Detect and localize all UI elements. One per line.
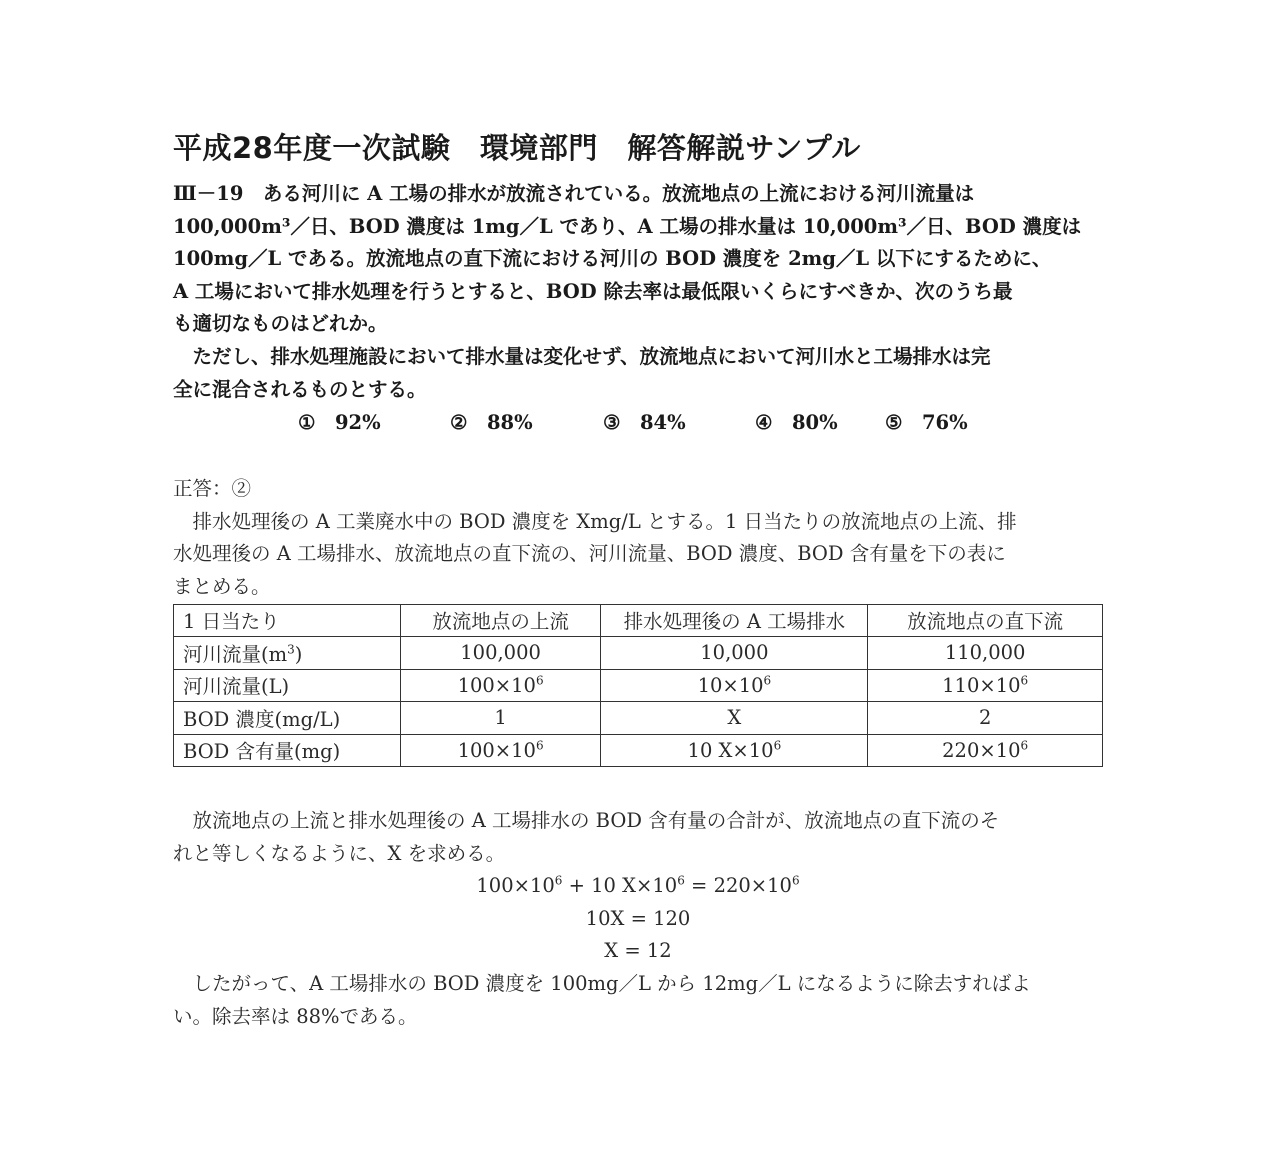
explanation-block (173, 805, 1103, 1033)
answer-text-line: 水処理後の A 工場排水、放流地点の直下流の、河川流量、BOD 濃度、BOD 含有量を下の表に (173, 542, 1006, 566)
equation-1: $100\times 10^6 + 10$ $X\times 10^6 = 220\times 10^6$ (476, 873, 800, 898)
table-cell: $110\times 10^6$ (868, 669, 1103, 702)
equation-2: 10X = 120 (585, 906, 691, 930)
answer-block (173, 473, 1103, 603)
question-note-line: ただし、排水処理施設において排水量は変化せず、放流地点において河川水と工場排水は完 (192, 344, 991, 368)
question-note-line: 全に混合されるものとする。 (173, 377, 427, 401)
choice-4: ④ 80% (755, 411, 838, 435)
equation-3: X = 12 (604, 939, 672, 963)
choice-5: ⑤ 76% (885, 411, 968, 435)
table-cell: 2 (868, 702, 1103, 735)
answer-choices (173, 407, 1103, 439)
explanation-text-line: したがって、A 工場排水の BOD 濃度を 100mg／L から 12mg／L になるように除去すればよ (192, 972, 1031, 995)
answer-text-line: まとめる。 (173, 574, 271, 598)
table-cell: 10,000 (601, 637, 868, 670)
table-cell: 1 (400, 702, 601, 735)
question-text-line: も適切なものはどれか。 (173, 312, 388, 336)
table-cell: X (601, 702, 868, 735)
table-cell: 10 $X\times 10^6$ (601, 734, 868, 767)
choice-2: ② 88% (450, 411, 533, 435)
table-row-label: 河川流量$(m^3)$ (174, 637, 401, 670)
page-title: 平成28年度一次試験 環境部門 解答解説サンプル (173, 131, 861, 165)
table-cell: $100\times 10^6$ (400, 734, 601, 767)
table-cell: $220\times 10^6$ (868, 734, 1103, 767)
question-text-line: Ⅲ－19 ある河川に A 工場の排水が放流されている。放流地点の上流における河川流量は (173, 182, 975, 205)
explanation-text-line: 放流地点の上流と排水処理後の A 工場排水の BOD 含有量の合計が、放流地点の直下流のそ (192, 809, 1000, 833)
table-header-cell: 1 日当たり (174, 604, 401, 637)
question-text-line: 100,000m³／日、BOD 濃度は 1mg／L であり、A 工場の排水量は 10,000m³／日、BOD 濃度は (173, 214, 1082, 238)
table-cell: $100\times 10^6$ (400, 669, 601, 702)
explanation-text-line: い。除去率は 88%である。 (173, 1004, 418, 1028)
table-row (174, 669, 1103, 702)
table-row-label: 河川流量(L) (174, 669, 401, 702)
table-header-cell: 放流地点の直下流 (868, 604, 1103, 637)
table-cell: 110,000 (868, 637, 1103, 670)
table-cell: 100,000 (400, 637, 601, 670)
answer-text-line: 排水処理後の A 工業廃水中の BOD 濃度を Xmg/L とする。1 日当たりの放流地点の上流、排 (192, 509, 1017, 533)
question-block (173, 178, 1103, 406)
question-text-line: 100mg／L である。放流地点の直下流における河川の BOD 濃度を 2mg／L 以下にするために、 (173, 247, 1052, 271)
choice-1: ① 92% (298, 411, 381, 435)
table-header-cell: 放流地点の上流 (400, 604, 601, 637)
question-text-line: A 工場において排水処理を行うとすると、BOD 除去率は最低限いくらにすべきか、次のうち最 (173, 279, 1013, 303)
bod-table (173, 604, 1103, 768)
table-cell: $10\times 10^6$ (601, 669, 868, 702)
table-header-cell: 排水処理後の A 工場排水 (601, 604, 868, 637)
table-row (174, 637, 1103, 670)
table-header-row (174, 604, 1103, 637)
explanation-text-line: れと等しくなるように、X を求める。 (173, 841, 506, 865)
table-row-label: BOD 濃度(mg/L) (174, 702, 401, 735)
correct-answer-label: 正答：② (173, 477, 252, 501)
table-row (174, 734, 1103, 767)
table-row-label: BOD 含有量(mg) (174, 734, 401, 767)
document-page (173, 128, 1103, 1033)
choice-3: ③ 84% (603, 411, 686, 435)
table-row (174, 702, 1103, 735)
